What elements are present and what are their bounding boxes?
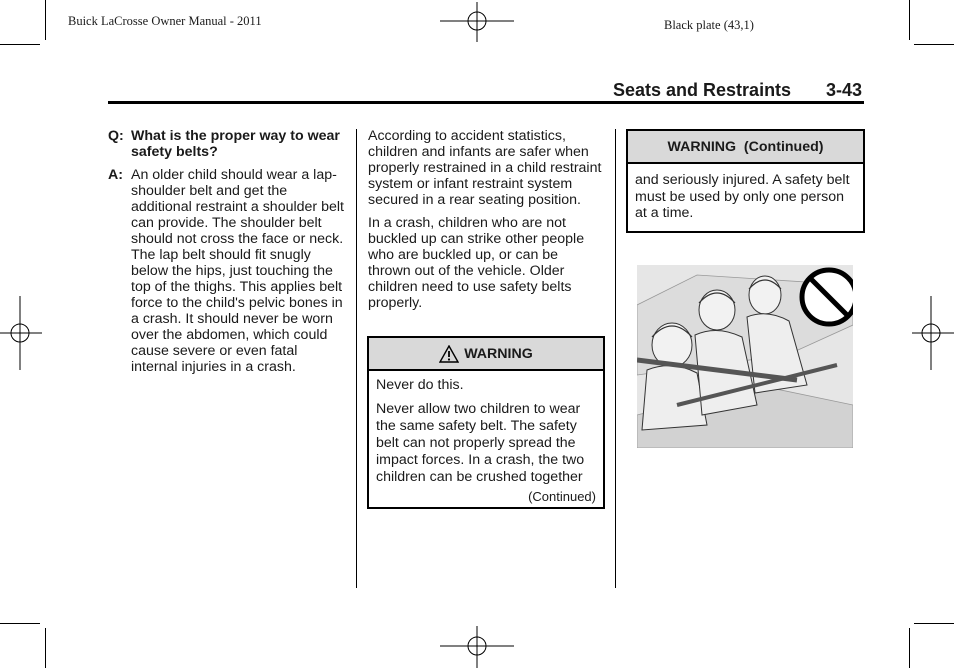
crop-mark: [914, 44, 954, 45]
continued-label: (Continued): [528, 489, 596, 504]
column-divider: [615, 129, 616, 588]
warning-continued-body: [628, 164, 863, 222]
paragraph: In a crash, children who are not buckled up can strike other people who are buckled up, or can be thrown out of the vehicle. Older children need to use safety belts properly.: [368, 215, 585, 311]
plate-label: Black plate (43,1): [664, 18, 754, 32]
crop-mark: [45, 0, 46, 40]
question-text: What is the proper way to wear safety belts?: [131, 128, 340, 160]
question-row: [108, 128, 344, 160]
warning-heading: WARNING: [464, 345, 533, 362]
crop-mark: [914, 623, 954, 624]
registration-mark-icon: [440, 2, 514, 44]
middle-column: [368, 128, 604, 318]
warning-continued-header: [628, 131, 863, 164]
warning-line: Never do this.: [376, 377, 464, 393]
registration-mark-icon: [440, 626, 514, 668]
warning-box: [367, 336, 605, 509]
warning-body: [369, 371, 603, 505]
paragraph: According to accident statistics, children and infants are safer when properly restrained in a child restraint system or infant restraint system secured in a rear seating position.: [368, 128, 602, 208]
crop-mark: [45, 628, 46, 668]
section-title: Seats and Restraints: [613, 80, 792, 100]
registration-mark-icon: [0, 296, 42, 370]
warning-triangle-icon: [439, 345, 459, 363]
registration-mark-icon: [912, 296, 954, 370]
answer-text: An older child should wear a lap-shoulder belt and get the additional restraint a shoulder belt can provide. The shoulder belt should not cross the face or neck. The lap belt should fit snugly below the hips, just touching the top of the thighs. This applies belt force to the child's pelvic bones in a crash. It should never be worn over the abdomen, which could cause severe or even fatal internal injuries in a crash.: [131, 167, 344, 375]
answer-label: A:: [108, 167, 123, 183]
crop-mark: [0, 623, 40, 624]
question-label: Q:: [108, 128, 124, 144]
crop-mark: [909, 0, 910, 40]
crop-mark: [0, 44, 40, 45]
warning-continued-box: [626, 129, 865, 233]
answer-row: [108, 167, 344, 375]
warning-continued-text: and seriously injured. A safety belt must be used by only one person at a time.: [635, 172, 850, 221]
warning-header: [369, 338, 603, 371]
qa-block: [108, 128, 344, 375]
manual-title: Buick LaCrosse Owner Manual - 2011: [68, 14, 262, 28]
children-sharing-belt-illustration: [637, 265, 853, 448]
crop-mark: [909, 628, 910, 668]
warning-line: Never allow two children to wear the same safety belt. The safety belt can not properly spread the impact forces. In a crash, the two children can be crushed together: [376, 401, 585, 485]
header-rule: [108, 101, 864, 104]
page-number: 3-43: [826, 80, 863, 100]
warning-continued-heading: WARNING (Continued): [667, 138, 824, 155]
column-divider: [356, 129, 357, 588]
